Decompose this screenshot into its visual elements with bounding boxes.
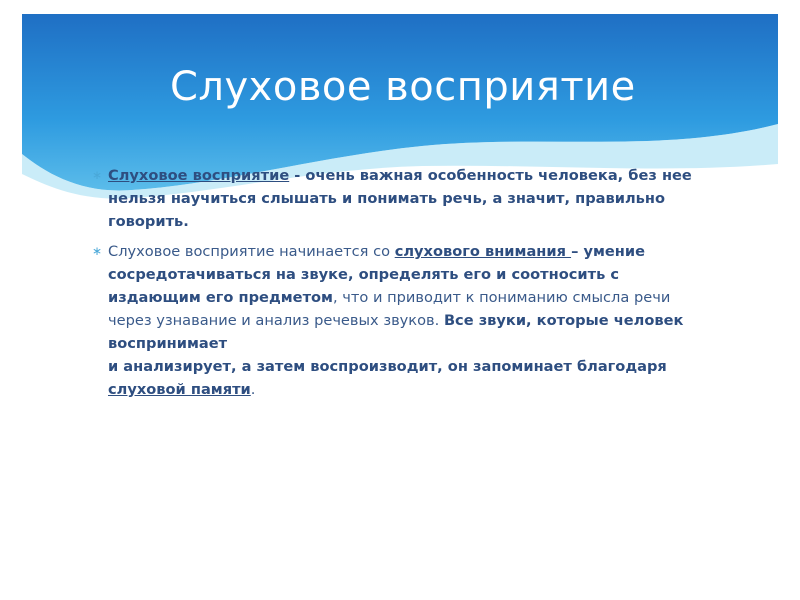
paragraph-2-end: . (250, 381, 256, 398)
paragraph-2-definition: – умение сосредотачиваться на звуке, определять его и соотносить с издающим его предметом (108, 243, 645, 306)
paragraph-1-text: - очень важная особенность человека, без нее нельзя научиться слышать и понимать речь, а значит, правильно говорить. (108, 167, 692, 230)
paragraph-2-intro: Слуховое восприятие начинается со (108, 243, 395, 260)
paragraph-1 (92, 164, 692, 233)
term-auditory-memory: слуховой памяти (108, 381, 251, 398)
slide (22, 14, 778, 586)
slide-body (92, 164, 692, 408)
paragraph-2 (92, 240, 692, 401)
paragraph-2-sounds: Все звуки, которые человек воспринимает (108, 312, 684, 352)
bullet-icon: ∗ (92, 244, 103, 258)
bullet-icon: ∗ (92, 168, 103, 182)
term-auditory-attention: слухового внимания (394, 243, 572, 260)
paragraph-2-continuation: , что и приводит к пониманию смысла речи через узнавание и анализ речевых звуков. (108, 289, 671, 329)
term-auditory-perception: Слуховое восприятие (108, 167, 290, 184)
slide-title: Слуховое восприятие (170, 64, 636, 110)
paragraph-2-analysis: и анализирует, а затем воспроизводит, он запоминает благодаря (108, 358, 667, 375)
